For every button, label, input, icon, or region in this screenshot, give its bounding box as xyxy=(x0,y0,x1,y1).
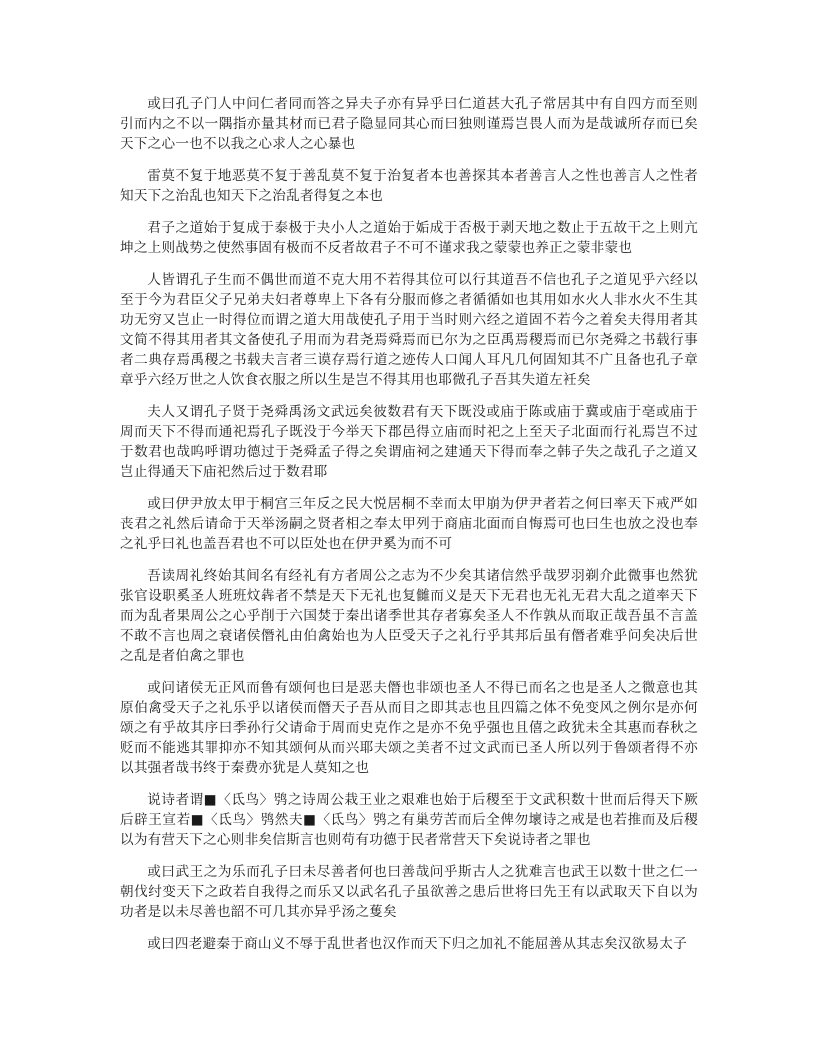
paragraph-1: 或曰孔子门人中问仁者同而答之异夫子亦有异乎曰仁道甚大孔子常居其中有自四方而至则引而内之不以一隅指亦量其材而已君子隐显同其心而曰独则谨焉岂畏人而为是哉诚所存而已矣天下之心一也不以我之心求人之心暴也 xyxy=(120,96,698,152)
paragraph-5: 夫人又谓孔子贤于尧舜禹汤文武远矣彼数君有天下既没或庙于陈或庙于冀或庙于亳或庙于周而天下不得而通祀焉孔子既没于今举天下郡邑得立庙而时祀之上至天子北面而行礼焉岂不过于数君也哉呜呼谓功德过于尧舜孟子得之矣谓庙祠之建通天下得而奉之韩子失之哉孔子之道又岂止得通天下庙祀然后过于数君耶 xyxy=(120,404,698,480)
paragraph-9: 说诗者谓■〈氐鸟〉鸮之诗周公栽王业之艰难也始于后稷至于文武积数十世而后得天下厥后辟王宣若■〈氐鸟〉鸮然夫■〈氐鸟〉鸮之有巢劳苦而后全俾勿壞诗之戒是也若推而及后稷以为有营天下之心则非矣信斯言也则苟有功德于民者常营天下矣说诗者之罪也 xyxy=(120,792,698,848)
paragraph-6: 或曰伊尹放太甲于桐宫三年反之民大悦居桐不幸而太甲崩为伊尹者若之何曰率天下戒严如丧君之礼然后请命于天举汤嗣之贤者相之奉太甲列于商庙北面而自悔焉可也曰生也放之没也奉之礼乎曰礼也盖吾君也不可以臣处也在伊尹奚为而不可 xyxy=(120,496,698,552)
paragraph-2: 雷莫不复于地恶莫不复于善乱莫不复于治复者本也善探其本者善言人之性也善言人之性者知天下之治乱也知天下之治乱者得复之本也 xyxy=(120,168,698,204)
paragraph-7: 吾读周礼终始其间名有经礼有方者周公之志为不少矣其诸信然乎哉罗羽剃介此微事也然犹张官设职奚圣人班班炆犇者不禁是天下无礼也复雠而义是天下无君也无礼无君大乱之道率天下而为乱者果周公之心乎削于六国焚于秦出诸季世其存者寡矣圣人不作孰从而取正哉吾虽不言盖不敢不言也周之衰诸侯僭礼由伯禽始也为人臣受天子之礼行乎其邦后虽有僭者难乎问矣决后世之乱是者伯禽之罪也 xyxy=(120,568,698,664)
paragraph-11: 或曰四老避秦于商山义不辱于乱世者也汉作而天下归之加礼不能屈善从其志矣汉欲易太子 xyxy=(147,936,688,952)
paragraph-4: 人皆谓孔子生而不偶世而道不克大用不若得其位可以行其道吾不信也孔子之道见乎六经以至于今为君臣父子兄弟夫妇者尊卑上下各有分服而修之者循循如也其用如水火人非水火不生其功无穷又岂止一时得位而谓之道大用哉使孔子用于当时则六经之道固不若今之着矣夫得用者其文简不得其用者其文备使孔子用而为君尧焉舜焉而已尔为之臣禹焉稷焉而已尔尧舜之书载行事者二典存焉禹稷之书载夫言者三谟存焉行道之迹传人口闻人耳凡几何固知其不广且备也孔子章章乎六经万世之人饮食衣服之所以生是岂不得其用也耶微孔子吾其失道左衽矣 xyxy=(120,272,698,388)
paragraph-10: 或曰武王之为乐而孔子曰未尽善者何也曰善哉问乎斯古人之犹难言也武王以数十世之仁一朝伐纣变天下之政若自我得之而乐又以武名孔子虽欲善之患后世将曰先王有以武取天下自以为功者是以未尽善也韶不可几其亦异乎汤之蒦矣 xyxy=(120,864,698,920)
paragraph-8: 或问诸侯无正风而鲁有颂何也曰是恶夫僭也非颂也圣人不得已而名之也是圣人之微意也其原伯禽受天子之礼乐乎以诸侯而僭天子吾从而目之即其志也且四篇之体不免变风之例尔是亦何颂之有乎故其序曰季孙行父请命于周而史克作之是亦不免乎强也且僖之政犹未全其惠而春秋之贬而不能逃其罪抑亦不知其颂何从而兴耶夫颂之美者不过文武而已圣人所以列于鲁颂者得不亦以其强者哉书终于秦费亦犹是人莫知之也 xyxy=(120,680,698,776)
paragraph-3: 君子之道始于复成于泰极于夬小人之道始于姤成于否极于剥天地之数止于五故干之上则亢坤之上则战势之使然事固有极而不反者故君子不可不谨求我之蒙蒙也养正之蒙非蒙也 xyxy=(120,220,698,256)
document-page xyxy=(120,94,698,954)
